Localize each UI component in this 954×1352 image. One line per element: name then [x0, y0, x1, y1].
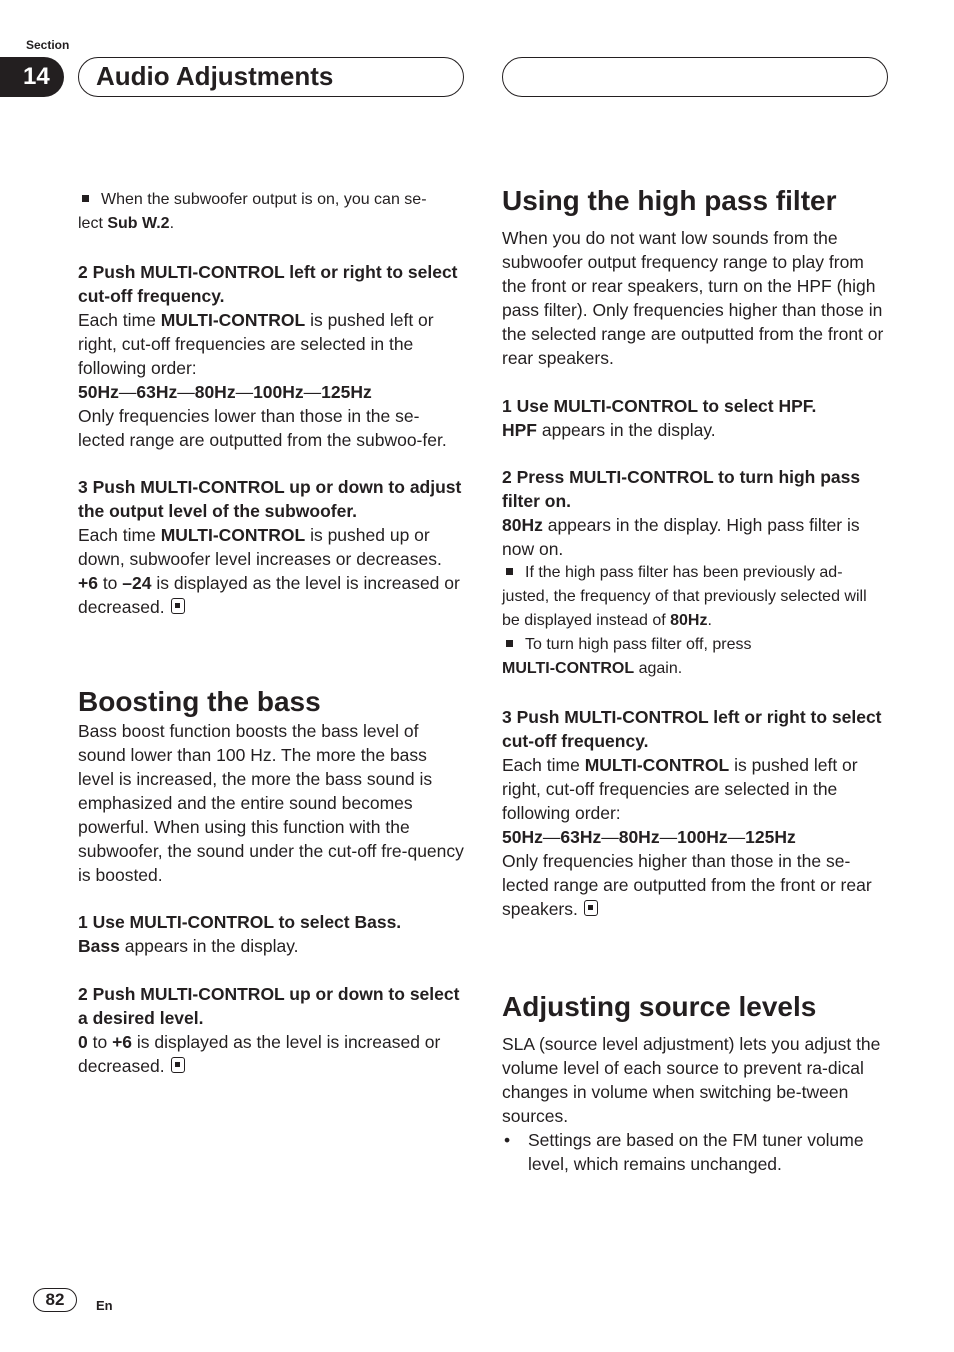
end-mark-icon	[584, 900, 598, 916]
right-header-frame	[502, 57, 888, 97]
hpf-note-1: If the high pass filter has been previously ad-justed, the frequency of that previously selected will be displayed instead of 80Hz.	[502, 564, 867, 629]
hpf-step-1-title: 1 Use MULTI-CONTROL to select HPF.	[502, 396, 817, 416]
page-number: 82	[33, 1288, 77, 1312]
section-number-badge: 14	[0, 57, 64, 97]
hpf-intro: When you do not want low sounds from the subwoofer output frequency range to play from the front or rear speakers, turn on the HPF (high pass filter). Only frequencies higher than those in the selected range are outputted from the front or rear speakers.	[502, 228, 884, 368]
bass-step-2-title: 2 Push MULTI-CONTROL up or down to select a desired level.	[78, 984, 460, 1028]
language-label: En	[96, 1298, 113, 1313]
hpf-step-3-body: Each time MULTI-CONTROL is pushed left or right, cut-off frequencies are selected in the following order:	[502, 755, 858, 823]
step-2-after: Only frequencies lower than those in the se-lected range are outputted from the subwoo-fer.	[78, 406, 447, 450]
hpf-step-3-after: Only frequencies higher than those in the se-lected range are outputted from the front or rear speakers.	[502, 851, 872, 919]
note-sub-w2: When the subwoofer output is on, you can se- lect Sub W.2.	[78, 191, 427, 232]
step-2-body: Each time MULTI-CONTROL is pushed left or right, cut-off frequencies are selected in the following order:	[78, 310, 434, 378]
bass-intro: Bass boost function boosts the bass level of sound lower than 100 Hz. The more the bass level is increased, the more the bass sound is emphasized and the entire sound becomes powerful. When using this function with the subwoofer, the sound under the cut-off fre-quency is boosted.	[78, 721, 464, 885]
right-column	[502, 184, 888, 1176]
bass-step-1-body: Bass appears in the display.	[78, 936, 299, 956]
bass-heading: Boosting the bass	[78, 686, 321, 717]
square-bullet-icon	[82, 195, 89, 202]
hpf-note-2: To turn high pass filter off, press MULTI-CONTROL again.	[502, 636, 752, 677]
bass-step-1-title: 1 Use MULTI-CONTROL to select Bass.	[78, 912, 402, 932]
end-mark-icon	[171, 1057, 185, 1073]
sla-bullet: • Settings are based on the FM tuner volume level, which remains unchanged.	[502, 1128, 888, 1176]
square-bullet-icon	[506, 640, 513, 647]
hpf-freq-order: 50Hz—63Hz—80Hz—100Hz—125Hz	[502, 827, 796, 847]
sla-heading: Adjusting source levels	[502, 991, 817, 1022]
hpf-step-3-title: 3 Push MULTI-CONTROL left or right to select cut-off frequency.	[502, 707, 882, 751]
hpf-heading: Using the high pass filter	[502, 185, 837, 216]
end-mark-icon	[171, 598, 185, 614]
sla-intro: SLA (source level adjustment) lets you adjust the volume level of each source to prevent ra-dical changes in volume when switching be-tween sources.	[502, 1034, 881, 1126]
step-3-title: 3 Push MULTI-CONTROL up or down to adjust the output level of the subwoofer.	[78, 477, 462, 521]
step-3-body: Each time MULTI-CONTROL is pushed up or down, subwoofer level increases or decreases. +6 to –24 is displayed as the level is increased or decreased.	[78, 525, 460, 617]
section-label: Section	[26, 38, 70, 52]
step-2-title: 2 Push MULTI-CONTROL left or right to select cut-off frequency.	[78, 262, 458, 306]
square-bullet-icon	[506, 568, 513, 575]
hpf-step-2-title: 2 Press MULTI-CONTROL to turn high pass filter on.	[502, 467, 861, 511]
hpf-step-2-body: 80Hz appears in the display. High pass filter is now on.	[502, 515, 860, 559]
hpf-step-1-body: HPF appears in the display.	[502, 420, 716, 440]
bass-step-2-body: 0 to +6 is displayed as the level is increased or decreased.	[78, 1032, 441, 1076]
section-title: Audio Adjustments	[96, 61, 334, 91]
left-column	[78, 188, 464, 1078]
freq-order: 50Hz—63Hz—80Hz—100Hz—125Hz	[78, 382, 372, 402]
